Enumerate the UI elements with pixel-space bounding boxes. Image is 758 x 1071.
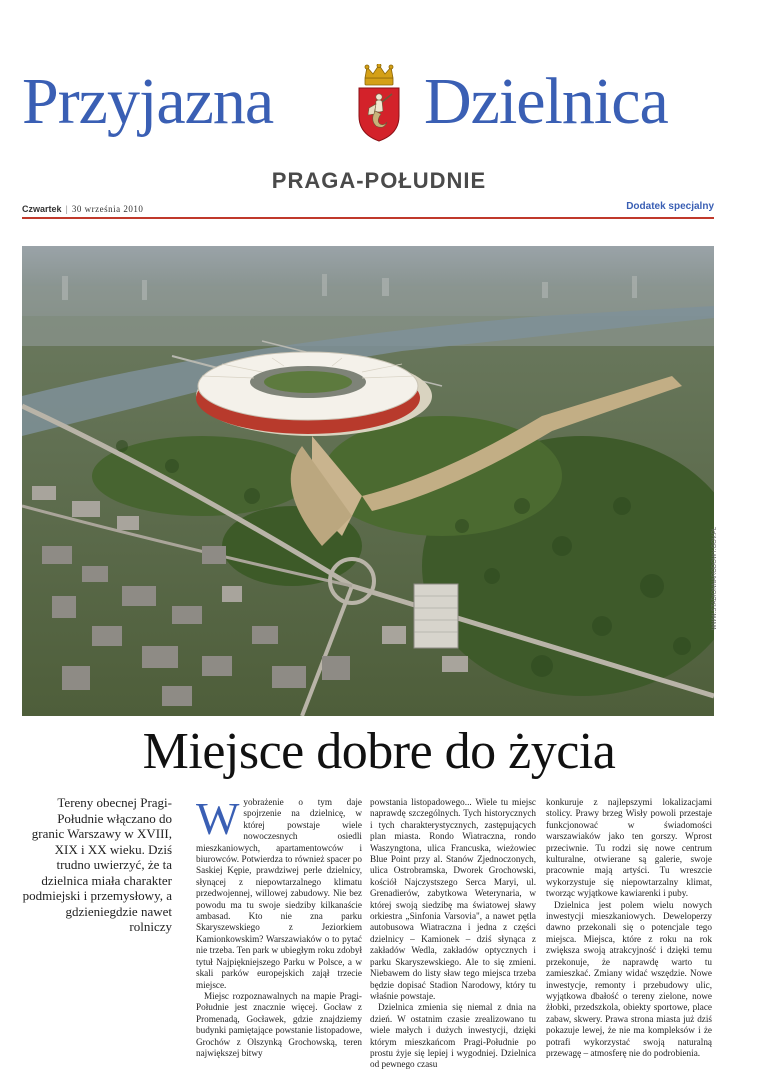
photo-credit: WWW.STADIONNARODOWY.GOV.PL xyxy=(712,526,718,630)
supplement-label: Dodatek specjalny xyxy=(626,201,714,212)
article-paragraph: Dzielnica jest polem wielu nowych inwestycji mieszkaniowych. Deweloperzy dawno przekonali się o potencjale tego miejsca. Miejsca, które z roku na rok zwiększa swoją atrakcyjność i dzięki temu przekonuje, że naprawdę warto tu zamieszkać. Zmiany widać wszędzie. Nowe inwestycje, remonty i przebudowy ulic, wyjątkowa dbałość o tereny zielone, nowe żłobki, przedszkola, obiekty sportowe, place zabaw, skwery. Prawa strona miasta już dziś pokazuje lewej, że nie ma kompleksów i że potrafi wykorzystać swoją naturalną przewagę – atmosferę nie do podrobienia. xyxy=(546,899,712,1058)
dateline-separator: | xyxy=(65,204,68,214)
masthead-title-right: Dzielnica xyxy=(424,65,668,138)
masthead xyxy=(0,62,758,142)
article-paragraph: powstania listopadowego... Wiele tu miejsc naprawdę szczególnych. Tych historycznych i tych charakterystycznych, zastępujących plan miasta. Rondo Wiatraczna, rondo Waszyngtona, ulica Francuska, wieżowiec Blue Point przy al. Stanów Zjednoczonych, ulica Ostrobramska, Dworek Grochowski, kościół Najczystszego Serca Maryi, ul. Grenadierów, zabytkowa Weterynaria, w której swoją siedzibę ma światowej sławy orkiestra „Sinfonia Varsovia", a nawet pętla autobusowa Wiatraczna i jedna z części dzielnicy – Kamionek – dziś słynąca z zakładów Wedla, zakładów optycznych i parku Skaryszewskiego. Ale to się zmieni. Niebawem do listy sław tego miejsca trzeba będzie dopisać Stadion Narodowy, który tu właśnie powstaje. xyxy=(370,797,536,1001)
article-column-2 xyxy=(370,797,536,1071)
header-divider xyxy=(22,217,714,219)
lead-paragraph: Tereny obecnej Pragi-Południe włączano do granic Warszawy w XVIII, XIX i XX wieku. Dziś trudno uwierzyć, że ta dzielnica miała charakter podmiejski i przemysłowy, a gdzieniegdzie nawet rolniczy xyxy=(22,795,172,934)
article-paragraph: konkuruje z najlepszymi lokalizacjami stolicy. Prawy brzeg Wisły powoli przestaje funkcjonować w świadomości warszawiaków jako ten gorszy. Wprost przeciwnie. Tu rodzi się nowe centrum kulturalne, otwierane są galerie, swoje pracownie mają artyści. Tu wreszcie wykorzystuje się niepowtarzalny klimat, tworząc wyjątkowe kawiarenki i puby. xyxy=(546,797,712,899)
section-subtitle: PRAGA-POŁUDNIE xyxy=(271,168,487,193)
aerial-stadium-photo xyxy=(22,246,714,716)
dateline xyxy=(22,204,143,214)
dateline-date: 30 września 2010 xyxy=(71,204,144,214)
article-column-3 xyxy=(546,797,712,1059)
article-paragraph: Miejsc rozpoznawalnych na mapie Pragi-Południe jest znacznie więcej. Gocław z Promenadą, Gocławek, gdzie znajdziemy budynki pamiętające powstanie listopadowe, Grochów z Olszynką Grochowską, teren największej bitwy xyxy=(196,990,362,1058)
headline: Miejsce dobre do życia xyxy=(142,723,616,780)
article-paragraph: yobrażenie o tym daje spojrzenie na dzielnicę, w której powstaje wiele nowoczesnych osiedli mieszkaniowych, apartamentowców i biurowców. Potwierdza to również spacer po Saskiej Kępie, prawdziwej perle dzielnicy, słynącej z niepowtarzalnego klimatu przedwojennej, willowej zabudowy. Nie bez powodu ma tu swoje siedziby kilkanaście ambasad. Kto nie zna parku Skaryszewskiego z Jeziorkiem Kamionkowskim? Warszawiaków o to pytać nie trzeba. Ten park w ubiegłym roku zdobył tytuł Najpiękniejszego Parku w Polsce, a w skali parków europejskich zajął trzecie miejsce. xyxy=(196,797,362,990)
masthead-title-left: Przyjazna xyxy=(22,65,274,138)
dropcap: W xyxy=(196,793,240,844)
dateline-day: Czwartek xyxy=(22,204,62,214)
warsaw-coat-of-arms-icon xyxy=(354,64,404,142)
article-column-1 xyxy=(196,793,362,1059)
article-paragraph: Dzielnica zmienia się niemal z dnia na dzień. W ostatnim czasie zrealizowano tu wiele małych i dużych inwestycji, dzięki którym mieszkańcom Pragi-Południe po prostu żyje się lepiej i wygodniej. Dzielnica od pewnego czasu xyxy=(370,1002,536,1070)
